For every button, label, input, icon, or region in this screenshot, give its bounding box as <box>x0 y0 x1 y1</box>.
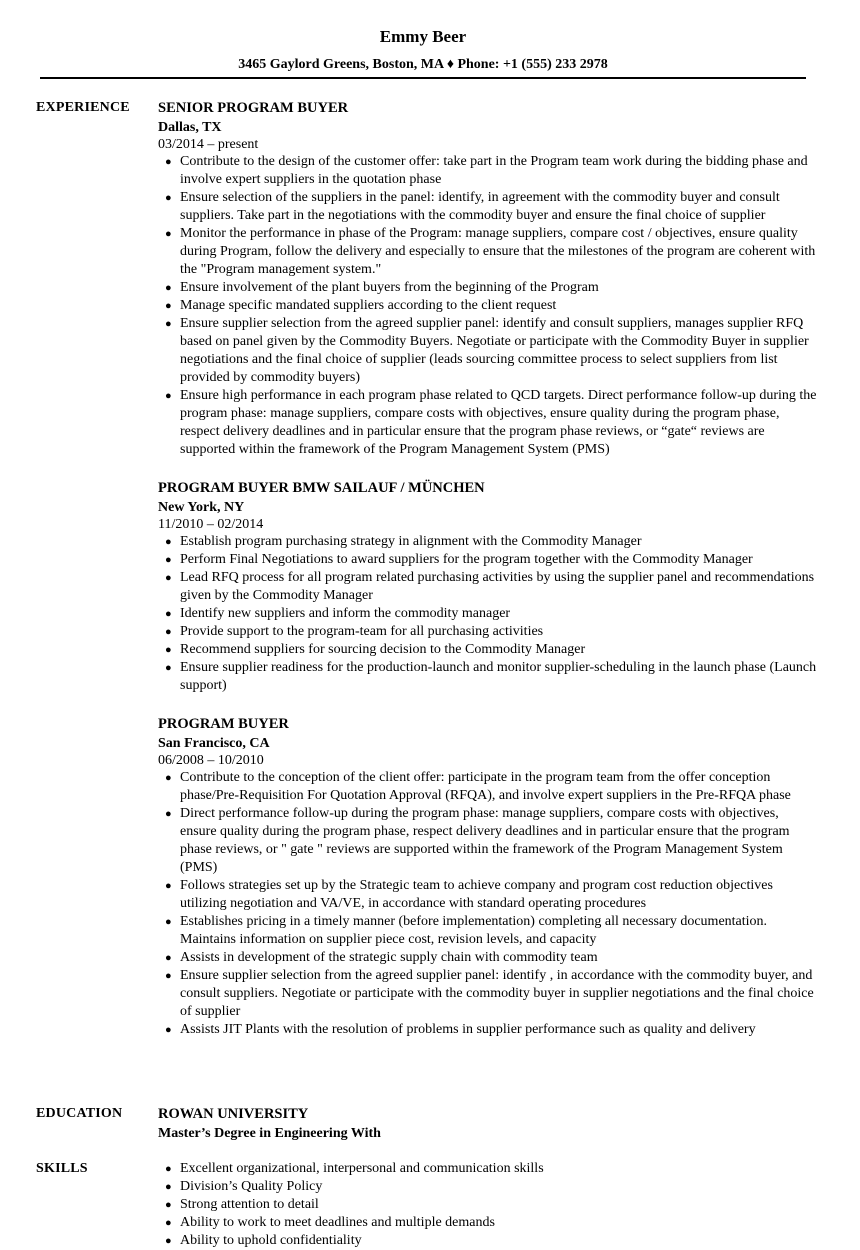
degree: Master’s Degree in Engineering With <box>158 1126 381 1141</box>
section-label-experience: EXPERIENCE <box>36 100 130 115</box>
bullet-icon: ● <box>165 536 172 548</box>
bullet-icon: ● <box>165 644 172 656</box>
bullet-icon: ● <box>165 300 172 312</box>
skills-list-container <box>158 1160 818 1250</box>
duty-text: Ensure involvement of the plant buyers from the beginning of the Program <box>180 280 599 295</box>
candidate-name: Emmy Beer <box>379 27 467 46</box>
job-title: PROGRAM BUYER <box>158 716 289 732</box>
duty-item <box>158 605 818 623</box>
resume-header <box>0 26 846 74</box>
job-dates: 06/2008 – 10/2010 <box>158 753 264 768</box>
duty-text: Follows strategies set up by the Strategic team to achieve company and program cost reduction objectives utilizing negotiation and VA/VE, in accordance with standard operating procedures <box>180 878 773 911</box>
job-duties-list <box>158 769 818 1039</box>
experience-list <box>158 99 818 1059</box>
duty-item <box>158 1021 818 1039</box>
duty-text: Ensure high performance in each program phase related to QCD targets. Direct performance follow-up during the program phase: manage suppliers, compare costs with objectives, ensure quality during the program phase, respect delivery deadlines and in particular ensure that the program phase reviews, or “gate“ reviews are supported within the framework of the Program Management System (PMS) <box>180 388 817 457</box>
duty-text: Assists JIT Plants with the resolution of problems in supplier performance such as quality and delivery <box>180 1022 756 1037</box>
skill-text: Ability to uphold confidentiality <box>180 1233 362 1248</box>
duty-text: Ensure supplier selection from the agreed supplier panel: identify and consult suppliers, manages supplier RFQ based on panel given by the Commodity Buyers. Negotiate or participate with the Commodity Buyer in supplier negotiations and the final choice of supplier (leads sourcing committee process to select suppliers from list provided by commodity buyers) <box>180 316 809 385</box>
bullet-icon: ● <box>165 228 172 240</box>
skill-item <box>158 1178 818 1196</box>
bullet-icon: ● <box>165 1217 172 1229</box>
skill-item <box>158 1160 818 1178</box>
job-location: Dallas, TX <box>158 120 222 135</box>
skill-item <box>158 1196 818 1214</box>
duty-item <box>158 623 818 641</box>
duty-item <box>158 189 818 225</box>
bullet-icon: ● <box>165 952 172 964</box>
bullet-icon: ● <box>165 880 172 892</box>
section-label-education: EDUCATION <box>36 1106 123 1121</box>
bullet-icon: ● <box>165 1024 172 1036</box>
bullet-icon: ● <box>165 156 172 168</box>
bullet-icon: ● <box>165 808 172 820</box>
duty-text: Monitor the performance in phase of the Program: manage suppliers, compare cost / objectives, ensure quality during Program, follow the delivery and especially to ensure that the milestones of the program are coherent with the "Program management system." <box>180 226 816 277</box>
duty-text: Identify new suppliers and inform the commodity manager <box>180 606 511 621</box>
duty-item <box>158 769 818 805</box>
skill-item <box>158 1214 818 1232</box>
duty-text: Contribute to the conception of the client offer: participate in the program team from the offer conception phase/Pre-Requisition For Quotation Approval (RFQA), and involve expert suppliers in the Pre-RFQA phase <box>180 770 791 803</box>
bullet-icon: ● <box>165 662 172 674</box>
bullet-icon: ● <box>165 608 172 620</box>
duty-item <box>158 967 818 1021</box>
duty-text: Ensure selection of the suppliers in the panel: identify, in agreement with the commodity buyer and consult suppliers. Take part in the negotiations with the commodity buyer and ensure the final choice of supplier <box>180 190 780 223</box>
duty-text: Ensure supplier selection from the agreed supplier panel: identify , in accordance with the commodity buyer, and consult suppliers. Negotiate or participate with the commodity buyer in supplier negotiations and the final choice of supplier <box>180 968 814 1019</box>
duty-item <box>158 225 818 279</box>
contact-line: 3465 Gaylord Greens, Boston, MA ♦ Phone: +1 (555) 233 2978 <box>238 57 608 72</box>
job-title: SENIOR PROGRAM BUYER <box>158 100 349 116</box>
duty-text: Assists in development of the strategic supply chain with commodity team <box>180 950 598 965</box>
bullet-icon: ● <box>165 1235 172 1247</box>
school-name: ROWAN UNIVERSITY <box>158 1106 309 1122</box>
job-dates: 11/2010 – 02/2014 <box>158 517 264 532</box>
header-divider <box>40 77 806 79</box>
duty-item <box>158 949 818 967</box>
duty-item <box>158 279 818 297</box>
job-duties-list <box>158 533 818 695</box>
duty-item <box>158 315 818 387</box>
duty-item <box>158 569 818 605</box>
duty-item <box>158 551 818 569</box>
bullet-icon: ● <box>165 390 172 402</box>
bullet-icon: ● <box>165 772 172 784</box>
duty-text: Establish program purchasing strategy in alignment with the Commodity Manager <box>180 534 642 549</box>
job-location: New York, NY <box>158 500 245 515</box>
bullet-icon: ● <box>165 916 172 928</box>
duty-text: Direct performance follow-up during the program phase: manage suppliers, compare costs with objectives, ensure quality during the program phase, respect delivery deadlines and in particular ensure that the program phase reviews, or " gate " reviews are supported within the framework of the Program Management System (PMS) <box>180 806 790 875</box>
skill-text: Strong attention to detail <box>180 1197 319 1212</box>
duty-item <box>158 297 818 315</box>
duty-item <box>158 805 818 877</box>
duty-text: Establishes pricing in a timely manner (before implementation) completing all necessary documentation. Maintains information on supplier piece cost, revision levels, and capacity <box>180 914 768 947</box>
skill-text: Division’s Quality Policy <box>180 1179 323 1194</box>
duty-text: Perform Final Negotiations to award suppliers for the program together with the Commodity Manager <box>180 552 753 567</box>
bullet-icon: ● <box>165 554 172 566</box>
duty-item <box>158 153 818 189</box>
skill-text: Ability to work to meet deadlines and multiple demands <box>180 1215 495 1230</box>
duty-text: Contribute to the design of the customer offer: take part in the Program team work during the bidding phase and involve expert suppliers in the quotation phase <box>180 154 808 187</box>
bullet-icon: ● <box>165 572 172 584</box>
duty-text: Lead RFQ process for all program related purchasing activities by using the supplier panel and recommendations given by the Commodity Manager <box>180 570 815 603</box>
bullet-icon: ● <box>165 192 172 204</box>
skills-list <box>158 1160 818 1250</box>
duty-item <box>158 659 818 695</box>
job-entry <box>158 715 818 1039</box>
job-entry <box>158 99 818 459</box>
job-entry <box>158 479 818 695</box>
duty-text: Recommend suppliers for sourcing decision to the Commodity Manager <box>180 642 586 657</box>
skill-text: Excellent organizational, interpersonal and communication skills <box>180 1161 544 1176</box>
duty-text: Manage specific mandated suppliers according to the client request <box>180 298 557 313</box>
job-duties-list <box>158 153 818 459</box>
bullet-icon: ● <box>165 1199 172 1211</box>
job-title: PROGRAM BUYER BMW SAILAUF / MÜNCHEN <box>158 480 485 496</box>
skill-item <box>158 1232 818 1250</box>
bullet-icon: ● <box>165 282 172 294</box>
education-entry <box>158 1105 818 1143</box>
section-label-skills: SKILLS <box>36 1161 88 1176</box>
duty-item <box>158 533 818 551</box>
duty-item <box>158 387 818 459</box>
bullet-icon: ● <box>165 1181 172 1193</box>
bullet-icon: ● <box>165 970 172 982</box>
duty-item <box>158 877 818 913</box>
job-dates: 03/2014 – present <box>158 137 259 152</box>
bullet-icon: ● <box>165 318 172 330</box>
job-location: San Francisco, CA <box>158 736 270 751</box>
duty-text: Ensure supplier readiness for the production-launch and monitor supplier-scheduling in the launch phase (Launch support) <box>180 660 817 693</box>
duty-item <box>158 641 818 659</box>
bullet-icon: ● <box>165 1163 172 1175</box>
duty-text: Provide support to the program-team for all purchasing activities <box>180 624 544 639</box>
bullet-icon: ● <box>165 626 172 638</box>
duty-item <box>158 913 818 949</box>
